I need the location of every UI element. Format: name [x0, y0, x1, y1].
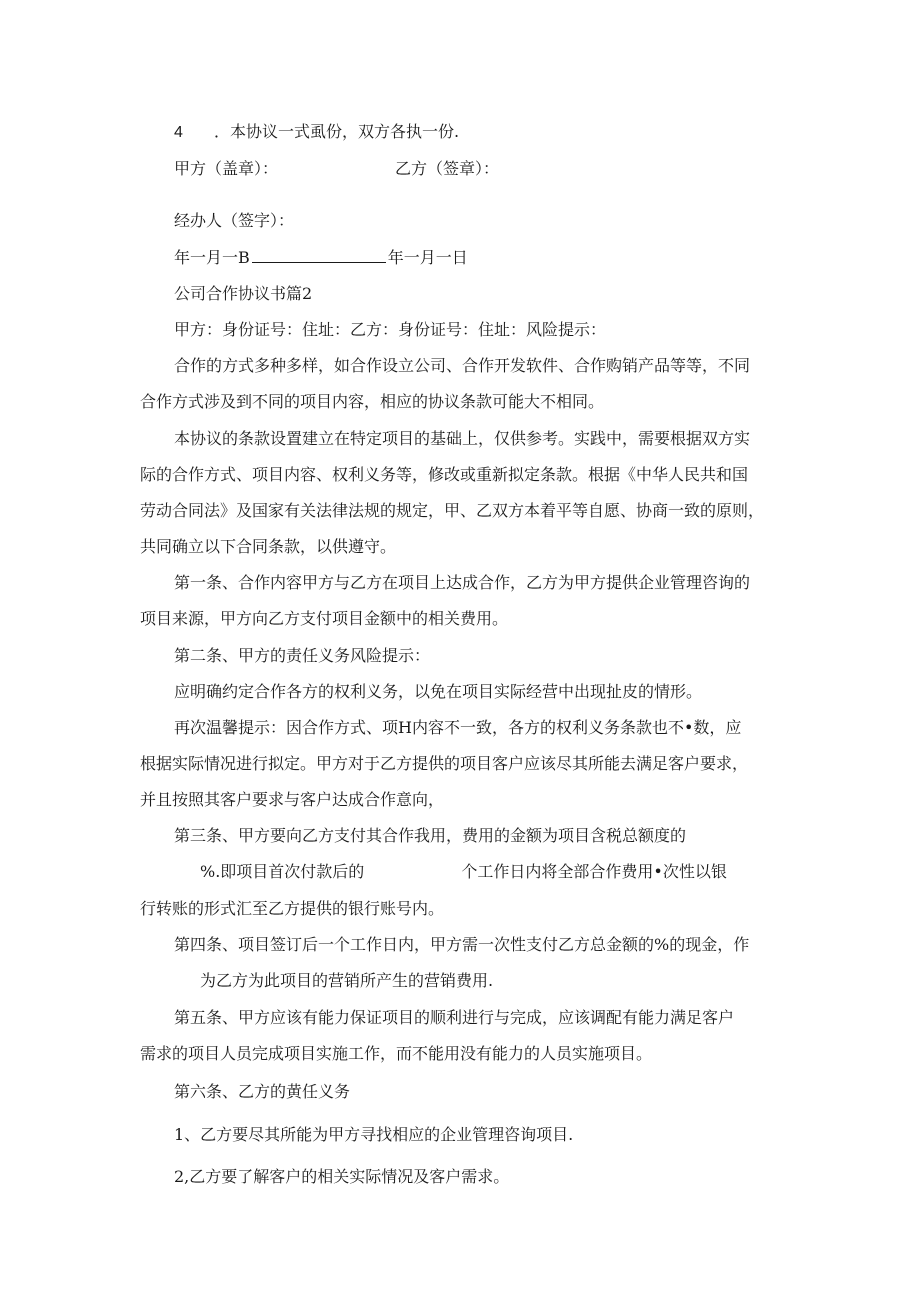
paragraph-line: 合作方式涉及到不同的项目内容，相应的协议条款可能大不相同。: [140, 392, 605, 411]
list-item: 1、乙方要尽其所能为甲方寻找相应的企业管理咨询项目.: [174, 1125, 574, 1144]
article-6-heading: 第六条、乙方的黄任义务: [174, 1082, 351, 1101]
date-line: [174, 248, 468, 266]
article-3-part-a: %.即项目首次付款后的: [200, 862, 365, 881]
party-a-seal-label: 甲方（盖章）：: [174, 159, 279, 178]
article-2-heading: 第二条、甲方的责任义务风险提示：: [174, 646, 431, 665]
article-1-line: 第一条、合作内容甲方与乙方在项目上达成合作，乙方为甲方提供企业管理咨询的: [174, 573, 751, 592]
article-5-line: 需求的项目人员完成项目实施工作，而不能用没有能力的人员实施项目。: [140, 1044, 653, 1063]
article-5-line: 第五条、甲方应该有能力保证项目的顺利进行与完成，应该调配有能力满足客户: [174, 1008, 735, 1027]
blank-underline: [252, 248, 386, 263]
date-right: 年一月一日: [387, 248, 468, 267]
article-4-line: 第四条、项目签订后一个工作日内，甲方需一次性支付乙方总金额的%的现金，作: [174, 935, 750, 954]
paragraph-line: 合作的方式多种多样，如合作设立公司、合作开发软件、合作购销产品等等，不同: [174, 356, 751, 375]
paragraph-line: 际的合作方式、项目内容、权利义务等，修改或重新拟定条款。根据《中华人民共和国: [140, 465, 749, 484]
reminder-line: 并且按照其客户要求与客户达成合作意向，: [140, 790, 445, 809]
section-heading: 公司合作协议书篇2: [174, 284, 313, 303]
article-3-line: 第三条、甲方要向乙方支付其合作我用，费用的金额为项目含税总额度的: [174, 826, 687, 845]
article-3-part-b: 个工作日内将全部合作费用•次性以银: [461, 862, 727, 881]
reminder-line: 根据实际情况进行拟定。甲方对于乙方提供的项目客户应该尽其所能去满足客户要求，: [140, 754, 749, 773]
paragraph-line: 本协议的条款设置建立在特定项目的基础上，仅供参考。实践中，需要根据双方实: [174, 429, 751, 448]
article-3-line: [200, 864, 727, 880]
date-left: 年一月一B: [174, 248, 250, 267]
paragraph-line: 劳动合同法》及国家有关法律法规的规定，甲、乙双方本着平等自愿、协商一致的原则，: [140, 501, 765, 520]
list-item: 2,乙方要了解客户的相关实际情况及客户需求。: [174, 1167, 510, 1186]
article-4-line: 为乙方为此项目的营销所产生的营销费用.: [200, 971, 494, 990]
article-1-line: 项目来源，甲方向乙方支付项目金额中的相关费用。: [140, 609, 509, 628]
party-b-sign-label: 乙方（签章）：: [395, 159, 500, 178]
paragraph-line: 共同确立以下合同条款，以供遵守。: [140, 537, 397, 556]
clause-4-line: [174, 124, 459, 141]
parties-info: 甲方：身份证号：住址：乙方：身份证号：住址：风险提示：: [174, 320, 607, 339]
agent-sign-label: 经办人（签字）：: [174, 211, 295, 230]
article-3-line: 行转账的形式汇至乙方提供的银行账号内。: [140, 899, 445, 918]
reminder-line: 再次温馨提示：因合作方式、项H内容不一致，各方的权利义务条款也不•数，应: [174, 718, 742, 737]
clause-text: ．本协议一式虱份，双方各执一份.: [214, 122, 460, 141]
clause-number: 4: [174, 124, 183, 141]
paragraph-line: 应明确约定合作各方的权利义务，以免在项目实际经营中出现扯皮的情形。: [174, 682, 703, 701]
